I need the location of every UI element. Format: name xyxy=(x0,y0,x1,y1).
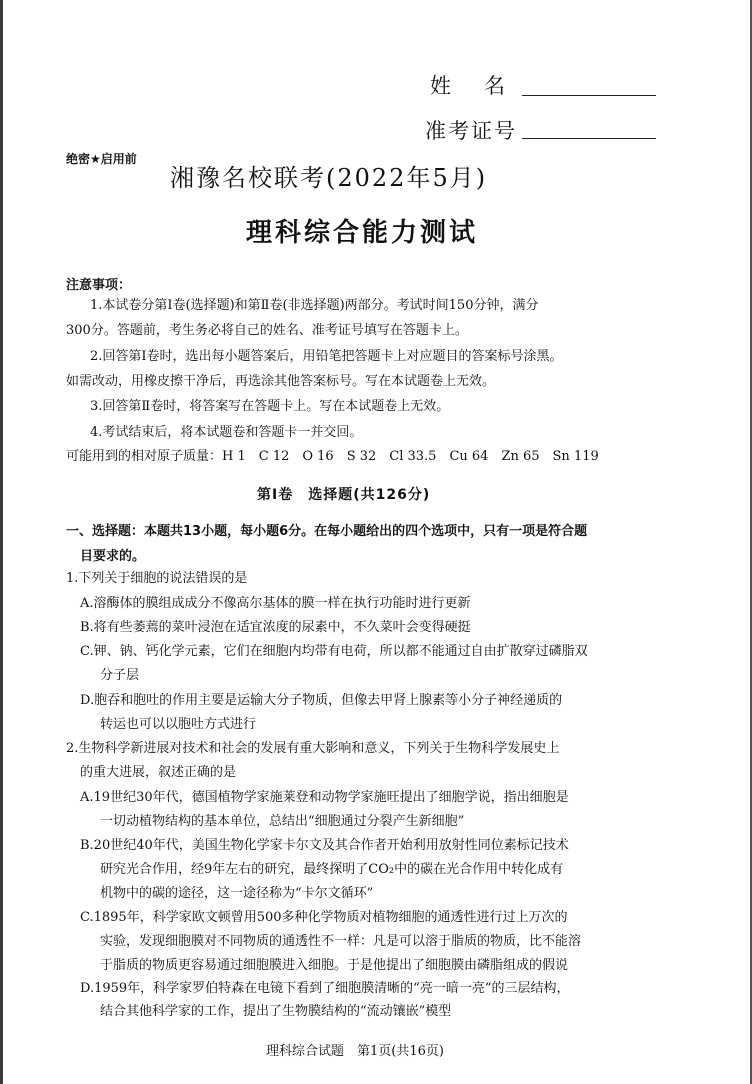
secret-label: 绝密★启用前 xyxy=(66,152,137,166)
question-2-option-c-cont-2: 于脂质的物质更容易通过细胞膜进入细胞。于是他提出了细胞膜由磷脂组成的假说 xyxy=(100,958,569,973)
notice-item-3: 3.回答第Ⅱ卷时，将答案写在答题卡上。写在本试题卷上无效。 xyxy=(90,399,450,414)
section-instruction: 一、选择题：本题共13小题，每小题6分。在每小题给出的四个选项中，只有一项是符合题 xyxy=(66,524,588,539)
question-1-option-b: B.将有些萎蔫的菜叶浸泡在适宜浓度的尿素中，不久菜叶会变得硬挺 xyxy=(80,620,471,635)
exam-id-label: 准考证号 xyxy=(425,119,517,143)
atomic-masses: 可能用到的相对原子质量：H 1 C 12 O 16 S 32 Cl 33.5 Cu 64 Zn 65 Sn 119 xyxy=(66,449,599,464)
notice-heading: 注意事项： xyxy=(66,278,132,293)
question-2-option-b-cont-2: 机物中的碳的途径，这一途径称为“卡尔文循环” xyxy=(100,886,374,901)
question-1-stem: 1.下列关于细胞的说法错误的是 xyxy=(66,571,248,586)
question-2-option-b-cont: 研究光合作用，经9年左右的研究，最终探明了CO₂中的碳在光合作用中转化成有 xyxy=(100,862,564,877)
notice-item-2: 2.回答第Ⅰ卷时，选出每小题答案后，用铅笔把答题卡上对应题目的答案标号涂黑。 xyxy=(90,349,563,364)
notice-item-4: 4.考试结束后，将本试题卷和答题卡一并交回。 xyxy=(90,425,363,440)
question-2-stem: 2.生物科学新进展对技术和社会的发展有重大影响和意义，下列关于生物科学发展史上 xyxy=(66,741,560,756)
section-title: 第Ⅰ卷 选择题(共126分) xyxy=(257,487,431,503)
question-2-option-c-cont: 实验，发现细胞膜对不同物质的通透性不一样：凡是可以溶于脂质的物质，比不能溶 xyxy=(100,934,582,949)
question-2-option-c: C.1895年，科学家欧文顿曾用500多种化学物质对植物细胞的通透性进行过上万次的 xyxy=(80,910,568,925)
question-2-option-b: B.20世纪40年代，美国生物化学家卡尔文及其合作者开始利用放射性同位素标记技术 xyxy=(80,838,569,853)
question-1-option-d-cont: 转运也可以以胞吐方式进行 xyxy=(100,717,257,732)
name-label: 姓 名 xyxy=(430,74,511,98)
page-left-edge xyxy=(0,0,3,1084)
notice-item-2-cont: 如需改动，用橡皮擦干净后，再选涂其他答案标号。写在本试题卷上无效。 xyxy=(66,374,496,389)
question-2-stem-cont: 的重大进展，叙述正确的是 xyxy=(80,765,237,780)
question-1-option-d: D.胞吞和胞吐的作用主要是运输大分子物质，但像去甲肾上腺素等小分子神经递质的 xyxy=(80,693,563,708)
section-instruction-cont: 目要求的。 xyxy=(80,549,146,564)
page-footer: 理科综合试题 第1页(共16页) xyxy=(266,1044,444,1059)
notice-item-1: 1.本试卷分第Ⅰ卷(选择题)和第Ⅱ卷(非选择题)两部分。考试时间150分钟，满分 xyxy=(90,298,539,313)
question-1-option-c-cont: 分子层 xyxy=(100,668,140,683)
subject-title: 理科综合能力测试 xyxy=(246,218,479,248)
question-2-option-d: D.1959年，科学家罗伯特森在电镜下看到了细胞膜清晰的“亮一暗一亮”的三层结构， xyxy=(80,981,570,996)
question-1-option-c: C.钾、钠、钙化学元素，它们在细胞内均带有电荷，所以都不能通过自由扩散穿过磷脂双 xyxy=(80,644,588,659)
question-2-option-a-cont: 一切动植物结构的基本单位，总结出“细胞通过分裂产生新细胞” xyxy=(100,814,465,829)
question-2-option-a: A.19世纪30年代，德国植物学家施莱登和动物学家施旺提出了细胞学说，指出细胞是 xyxy=(80,790,569,805)
notice-item-1-cont: 300分。答题前，考生务必将自己的姓名、准考证号填写在答题卡上。 xyxy=(66,323,468,338)
question-1-option-a: A.溶酶体的膜组成成分不像高尔基体的膜一样在执行功能时进行更新 xyxy=(80,596,471,611)
exam-id-field-line xyxy=(522,138,656,139)
question-2-option-d-cont: 结合其他科学家的工作，提出了生物膜结构的“流动镶嵌”模型 xyxy=(100,1004,452,1019)
exam-title: 湘豫名校联考(2022年5月) xyxy=(170,164,488,192)
name-field-line xyxy=(522,95,656,96)
